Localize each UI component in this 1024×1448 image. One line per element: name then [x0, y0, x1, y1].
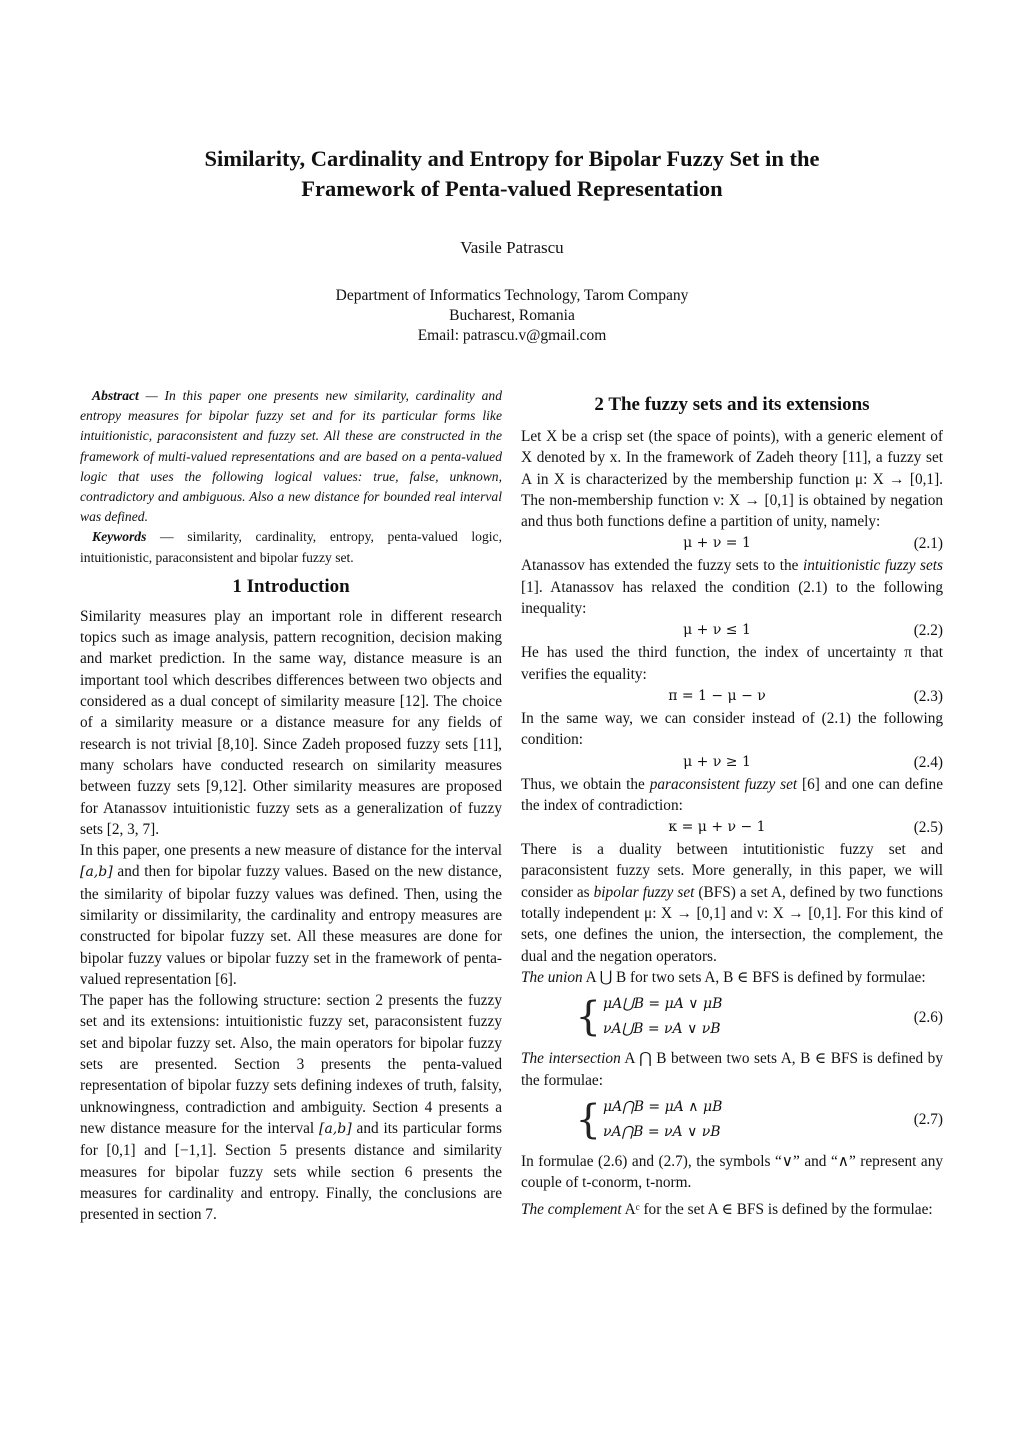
- affiliation: [0, 286, 1024, 346]
- affiliation-department: Department of Informatics Technology, Tarom Company: [335, 287, 689, 304]
- equation-number: (2.1): [913, 535, 943, 553]
- abstract-text: In this paper one presents new similarity, cardinality and entropy measures for bipolar fuzzy set and for its particular forms like intuitionistic, paraconsistent and fuzzy set. All these are constructed in the framework of multi-valued representations and are based on a penta-valued logic that uses the following logical values: true, false, unknown, contradictory and ambiguous. Also a new distance for bounded real interval was defined.: [80, 388, 502, 525]
- equation-expr: μ + ν ≥ 1: [683, 753, 751, 770]
- title-line-2: Framework of Penta-valued Representation: [301, 176, 723, 201]
- affiliation-email: Email: patrascu.v@gmail.com: [417, 327, 607, 344]
- equation-system-lines: [603, 1095, 883, 1145]
- left-brace: {: [575, 1096, 601, 1143]
- equation-2-1: [521, 532, 943, 555]
- equation-2-4: [521, 751, 943, 774]
- equation-expr: μ + ν = 1: [683, 535, 751, 552]
- interval-minus1-1: [−1,1]: [174, 1142, 213, 1160]
- intro-p2-text-b: and then for bipolar fuzzy values. Based on the new distance, the similarity of bipolar fuzzy values was defined. Then, using the similarity or dissimilarity, the cardinality and entropy measures are constructed for bipolar fuzzy set. All these measures are done for bipolar fuzzy values or bipolar fuzzy set in the framework of penta-valued representation [6].: [80, 863, 502, 988]
- interval-0-1: [0,1]: [106, 1142, 136, 1160]
- equation-line: νA⋃B = νA ∨ νB: [603, 1021, 721, 1038]
- complement-label: The complement: [521, 1201, 622, 1219]
- s2p5-text-b: [6] and one can define the index of contradiction:: [521, 775, 943, 814]
- section2-paragraph-7: [521, 967, 943, 988]
- s2p8-text: A ⋂ B between two sets A, B ∈ BFS is defined by the formulae:: [521, 1050, 943, 1089]
- s2p2-text-b: [1]. Atanassov has relaxed the condition (2.1) to the following inequality:: [521, 578, 943, 618]
- equation-2-5: [521, 816, 943, 839]
- section2-paragraph-1: Let X be a crisp set (the space of points), with a generic element of X denoted by x. In the framework of Zadeh theory [11], a fuzzy set A in X is characterized by the membership function μ: X → [0,1]. The non-membership function ν: X → [0,1] is obtained by negation and thus both functions define a partition of unity, namely:: [521, 428, 943, 531]
- equation-system-lines: [603, 992, 883, 1042]
- s2p7-text: A ⋃ B for two sets A, B ∈ BFS is defined by formulae:: [582, 968, 926, 986]
- equation-number: (2.5): [913, 819, 943, 837]
- s2p6-text-a: There is a duality between intutitionistic fuzzy set and paraconsistent fuzzy sets. More generally, in this paper, we will consider as: [521, 841, 943, 901]
- right-column: [521, 386, 943, 1221]
- section-1-heading: 1 Introduction: [232, 575, 350, 597]
- keywords: [80, 527, 502, 567]
- section2-paragraph-2: [521, 555, 943, 619]
- equation-number: (2.4): [913, 753, 943, 771]
- section2-paragraph-4: In the same way, we can consider instead of (2.1) the following condition:: [521, 709, 943, 749]
- equation-line: νA⋂B = νA ∨ νB: [603, 1123, 721, 1140]
- intro-p3-text-b: and its particular forms for: [80, 1119, 502, 1160]
- s2p6-emphasis: bipolar fuzzy set: [593, 883, 695, 901]
- paper-title: [100, 144, 924, 204]
- author-name: Vasile Patrascu: [460, 238, 564, 257]
- keywords-dash: —: [146, 529, 188, 545]
- equation-2-3: [521, 685, 943, 708]
- equation-expr: π = 1 − μ − ν: [668, 687, 766, 704]
- abstract-dash: —: [138, 388, 165, 403]
- s2p5-emphasis: paraconsistent fuzzy set: [649, 775, 798, 793]
- section2-paragraph-9: In formulae (2.6) and (2.7), the symbols “∨” and “∧” represent any couple of t-conorm, t-norm.: [521, 1152, 943, 1192]
- intro-p3-text-d: . Section 5 presents distance and similarity measures for bipolar fuzzy sets while section 6 presents the measures for cardinality and entropy. Finally, the conclusions are presented in section 7.: [80, 1142, 502, 1224]
- abstract: [80, 386, 502, 527]
- affiliation-city: Bucharest, Romania: [449, 307, 575, 324]
- section2-paragraph-3: He has used the third function, the index of uncertainty π that verifies the equality:: [521, 644, 943, 683]
- union-label: The union: [521, 968, 583, 986]
- equation-2-2: [521, 619, 943, 642]
- equation-2-7: [521, 1093, 943, 1147]
- equation-number: (2.6): [913, 1008, 943, 1026]
- section2-paragraph-6: [521, 839, 943, 967]
- equation-number: (2.7): [913, 1111, 943, 1129]
- s2p2-emphasis: intuitionistic fuzzy sets: [803, 557, 943, 575]
- section-2-heading: 2 The fuzzy sets and its extensions: [594, 394, 870, 415]
- interval-ab: [a,b]: [319, 1120, 352, 1137]
- section2-paragraph-10: [521, 1199, 943, 1220]
- intersection-label: The intersection: [521, 1050, 621, 1068]
- left-column: [80, 386, 502, 1225]
- intro-paragraph-3: [80, 990, 502, 1225]
- intro-p3-text-c: and: [135, 1142, 175, 1160]
- equation-number: (2.2): [913, 622, 943, 640]
- section2-paragraph-8: [521, 1048, 943, 1091]
- abstract-label: Abstract: [92, 388, 139, 403]
- title-line-1: Similarity, Cardinality and Entropy for Bipolar Fuzzy Set in the: [204, 146, 820, 171]
- equation-expr: μ + ν ≤ 1: [683, 622, 751, 639]
- intro-paragraph-1: Similarity measures play an important role in different research topics such as image analysis, pattern recognition, decision making and market prediction. In the same way, distance measure is an important tool which describes differences between two objects and considered as a dual concept of similarity measure [12]. The choice of a similarity measure or a distance measure for any fields of research is not trivial [8,10]. Since Zadeh proposed fuzzy sets [11], many scholars have conducted research on similarity measures between fuzzy sets [9,12]. Other similarity measures are proposed for Atanassov intuitionistic fuzzy sets as a generalization of fuzzy sets [2, 3, 7].: [80, 607, 502, 838]
- interval-ab: [a,b]: [80, 864, 113, 881]
- left-brace: {: [575, 994, 601, 1041]
- equation-2-6: [521, 990, 943, 1044]
- s2p10-text: Aᶜ for the set A ∈ BFS is defined by the formulae:: [621, 1201, 933, 1219]
- intro-p3-text-a: The paper has the following structure: section 2 presents the fuzzy set and its extensions: intuitionistic fuzzy set, paraconsistent fuzzy set and bipolar fuzzy set. Also, the main operators for bipolar fuzzy sets are presented. Section 3 presents the penta-valued representation of bipolar fuzzy sets defining indexes of truth, falsity, unknowingness, contradiction and ambiguity. Section 4 presents a new distance measure for the interval: [80, 992, 502, 1137]
- equation-line: μA⋂B = μA ∧ μB: [603, 1098, 723, 1115]
- intro-p2-text-a: In this paper, one presents a new measure of distance for the interval: [80, 842, 502, 860]
- equation-expr: κ = μ + ν − 1: [668, 819, 766, 836]
- keywords-label: Keywords: [92, 529, 147, 545]
- intro-paragraph-2: [80, 840, 502, 990]
- equation-number: (2.3): [913, 687, 943, 705]
- s2p6-text-b: (BFS) a set A, defined by two functions totally independent μ: X → [0,1] and ν: X → [0,1]. For this kind of sets, one defines the union, the intersection, the complement, the dual and the negation operators.: [521, 883, 943, 965]
- s2p2-text-a: Atanassov has extended the fuzzy sets to the: [521, 557, 803, 575]
- equation-line: μA⋃B = μA ∨ μB: [603, 996, 723, 1013]
- keywords-text: similarity, cardinality, entropy, penta-valued logic, intuitionistic, paraconsistent and bipolar fuzzy set.: [80, 529, 502, 565]
- section2-paragraph-5: [521, 774, 943, 817]
- s2p5-text-a: Thus, we obtain the: [521, 775, 650, 793]
